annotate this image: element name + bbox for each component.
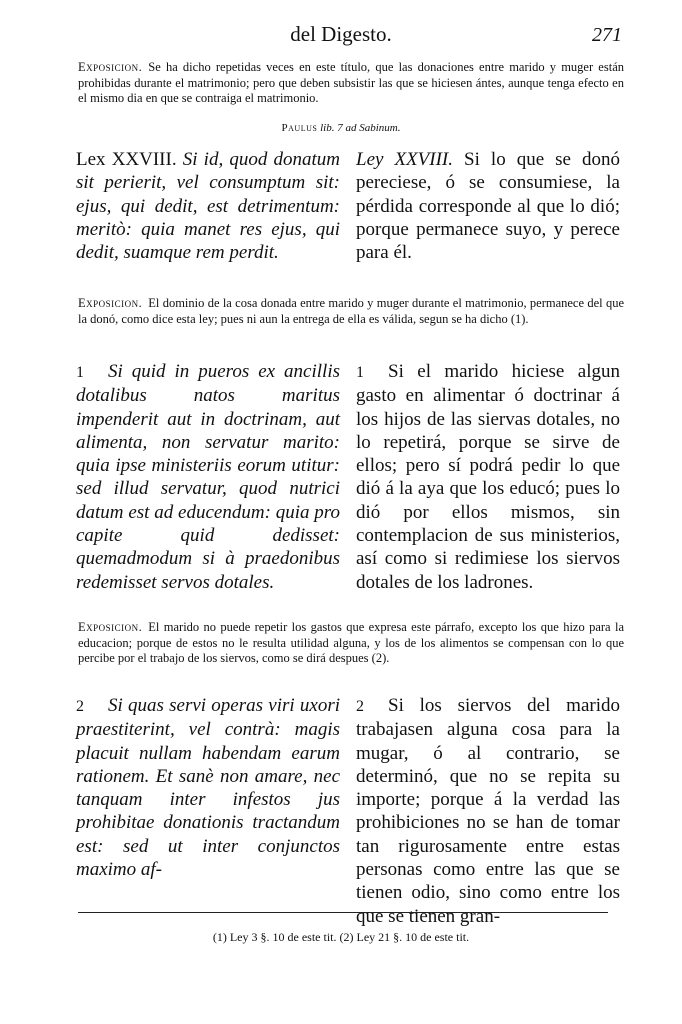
spanish-section-2 — [356, 694, 620, 928]
latin-law-heading: Lex XXVIII. — [76, 149, 177, 170]
latin-law-text: Si id, quod donatum sit perierit, vel consumptum sit: ejus, qui dedit, est detrimentum: meritò: quia manet res ejus, qui dedit, suamque rem perdit. — [76, 149, 341, 264]
footnotes: (1) Ley 3 §. 10 de este tit. (2) Ley 21 §. 10 de este tit. — [212, 930, 470, 944]
exposition-lead: Exposicion. — [78, 296, 143, 310]
exposition-3 — [78, 620, 624, 667]
page-header — [0, 22, 682, 52]
exposition-1 — [78, 60, 624, 107]
spanish-section-text: Si el marido hiciese algun gasto en alimentar ó doctrinar á los hijos de las siervas dotales, no lo repetirá, porque se sirve de ellos; pero sí podrá pedir lo que dió á la aya que los educó; pues lo dió por ellos mismos, sin contemplacion de sus ministerios, así como si redimiese los siervos dotales de los ladrones. — [356, 361, 620, 593]
exposition-lead: Exposicion. — [78, 620, 143, 634]
spanish-section-text: Si los siervos del marido trabajasen alguna cosa para la mugar, ó al contrario, se determinó, que no se repita su importe; porque á la verdad las prohibiciones no se han de tomar tan rigurosamente entre estas personas como entre las que se tienen odio, sino como entre los que se tienen gran- — [356, 695, 620, 927]
attribution-source: lib. 7 ad Sabinum. — [320, 122, 401, 134]
spanish-section-1 — [356, 360, 620, 594]
exposition-text: El marido no puede repetir los gastos que expresa este párrafo, excepto los que hizo para la educacion; porque de estos no le resulta utilidad alguna, y los de los alimentos se compensan con lo que percibe por el trabajo de los siervos, como se dirá despues (2). — [78, 620, 624, 665]
section-number: 2 — [76, 698, 84, 715]
latin-section-2 — [76, 694, 340, 881]
spanish-law-text: Si lo que se donó pereciese, ó se consumiese, la pérdida corresponde al que lo dió; porque permanece suyo, y perece para él. — [356, 149, 621, 264]
footnote-rule — [78, 912, 608, 913]
section-number: 1 — [356, 364, 364, 381]
latin-section-text: Si quid in pueros ex ancillis dotalibus natos maritus impenderit aut in doctrinam, aut alimenta, non servatur marito: quia ipse ministeriis eorum utitur: sed illud servatur, quod nutrici datum est ad educendum: quia pro capite quid dedisset: quemadmodum si à praedonibus redemisset servos dotales. — [76, 361, 340, 593]
section-number: 1 — [76, 364, 84, 381]
section-number: 2 — [356, 698, 364, 715]
exposition-text: Se ha dicho repetidas veces en este título, que las donaciones entre marido y muger están prohibidas durante el matrimonio; pero que deben subsistir las que se hiciesen ántes, aunque tenga efecto en el mismo dia en que se contraiga el matrimonio. — [78, 60, 624, 105]
latin-section-1 — [76, 360, 340, 594]
spanish-law-28 — [356, 148, 620, 264]
exposition-lead: Exposicion. — [78, 60, 143, 74]
spanish-law-heading: Ley XXVIII. — [356, 149, 454, 170]
latin-law-28 — [76, 148, 340, 264]
attribution-author: Paulus — [281, 122, 318, 134]
exposition-2 — [78, 296, 624, 327]
source-attribution — [0, 122, 682, 134]
running-title: del Digesto. — [290, 22, 392, 46]
latin-section-text: Si quas servi operas viri uxori praestiterint, vel contrà: magis placuit nullam habendam earum rationem. Et sanè non amare, nec tanquam inter infestos jus prohibitae donationis tractandum est: sed ut inter conjunctos maximo af- — [76, 695, 340, 881]
exposition-text: El dominio de la cosa donada entre marido y muger durante el matrimonio, permanece del que la donó, como dice esta ley; pues ni aun la entrega de ella es válida, segun se ha dicho (1). — [78, 296, 624, 326]
page-number: 271 — [592, 24, 622, 46]
